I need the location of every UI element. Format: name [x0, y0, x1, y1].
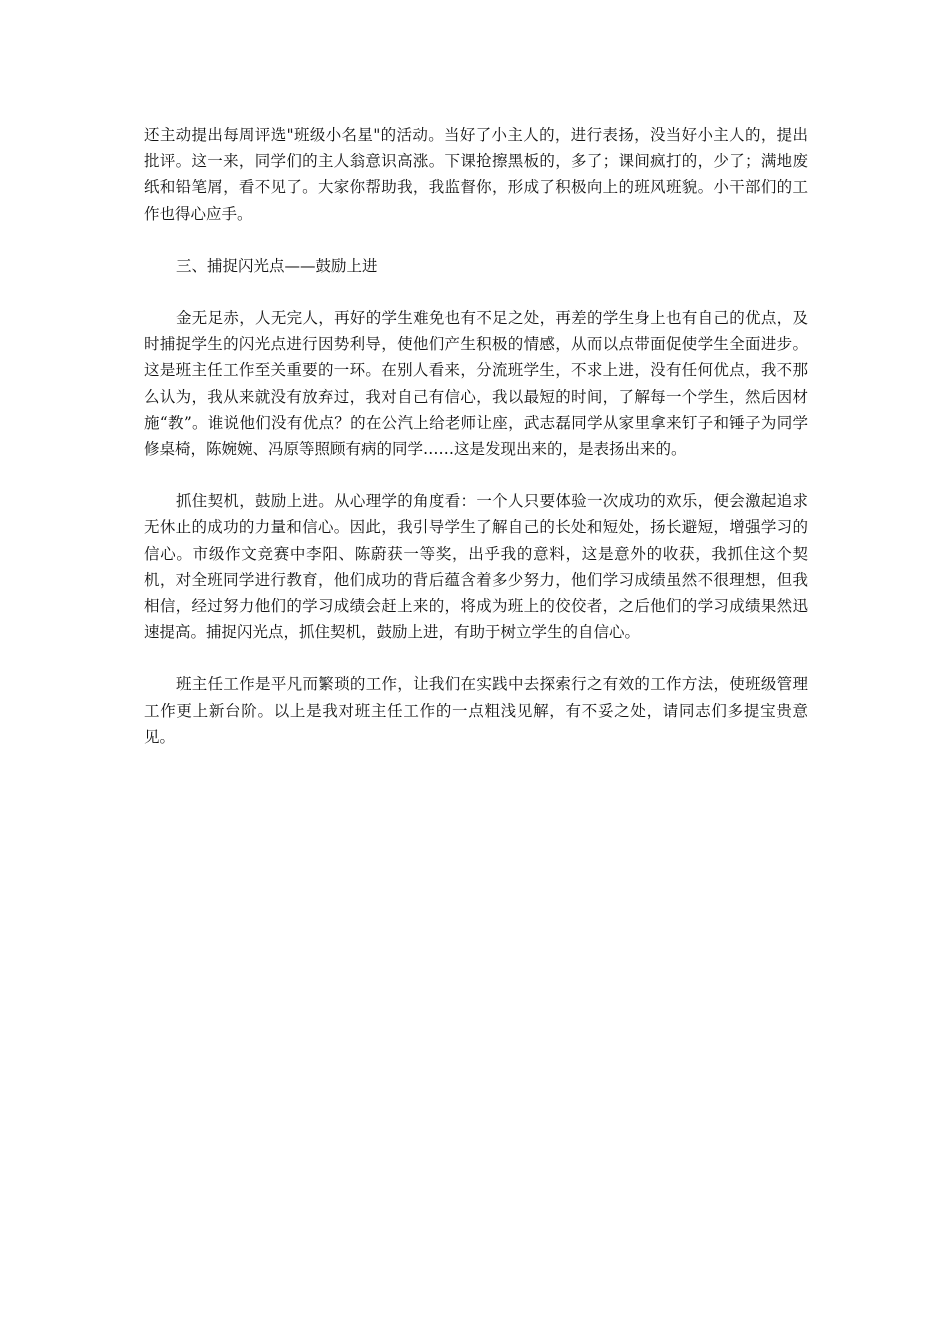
paragraph-conclusion: 班主任工作是平凡而繁琐的工作，让我们在实践中去探索行之有效的工作方法，使班级管理工作更上新台阶。以上是我对班主任工作的一点粗浅见解，有不妥之处，请同志们多提宝贵意见。: [144, 675, 808, 746]
paragraph-seize-opportunity: 抓住契机，鼓励上进。从心理学的角度看：一个人只要体验一次成功的欢乐，便会激起追求无休止的成功的力量和信心。因此，我引导学生了解自己的长处和短处，扬长避短，增强学习的信心。市级作文竞赛中李阳、陈蔚获一等奖，出乎我的意料，这是意外的收获，我抓住这个契机，对全班同学进行教育，他们成功的背后蕴含着多少努力，他们学习成绩虽然不很理想，但我相信，经过努力他们的学习成绩会赶上来的，将成为班上的佼佼者，之后他们的学习成绩果然迅速提高。捕捉闪光点，抓住契机，鼓励上进，有助于树立学生的自信心。: [144, 492, 808, 642]
section-heading: 三、捕捉闪光点——鼓励上进: [176, 256, 378, 275]
paragraph-continuation: 还主动提出每周评选"班级小名星"的活动。当好了小主人的，进行表扬，没当好小主人的，提出批评。这一来，同学们的主人翁意识高涨。下课抢擦黑板的，多了；课间疯打的，少了；满地废纸和铅笔屑，看不见了。大家你帮助我，我监督你，形成了积极向上的班风班貌。小干部们的工作也得心应手。: [144, 126, 808, 223]
document-body: [144, 122, 808, 750]
paragraph-bright-spots: 金无足赤，人无完人，再好的学生难免也有不足之处，再差的学生身上也有自己的优点，及时捕捉学生的闪光点进行因势利导，使他们产生积极的情感，从而以点带面促使学生全面进步。这是班主任工作至关重要的一环。在别人看来，分流班学生，不求上进，没有任何优点，我不那么认为，我从来就没有放弃过，我对自己有信心，我以最短的时间，了解每一个学生，然后因材施“教”。谁说他们没有优点？的在公汽上给老师让座，武志磊同学从家里拿来钉子和锤子为同学修桌椅，陈婉婉、冯原等照顾有病的同学……这是发现出来的，是表扬出来的。: [144, 309, 808, 459]
